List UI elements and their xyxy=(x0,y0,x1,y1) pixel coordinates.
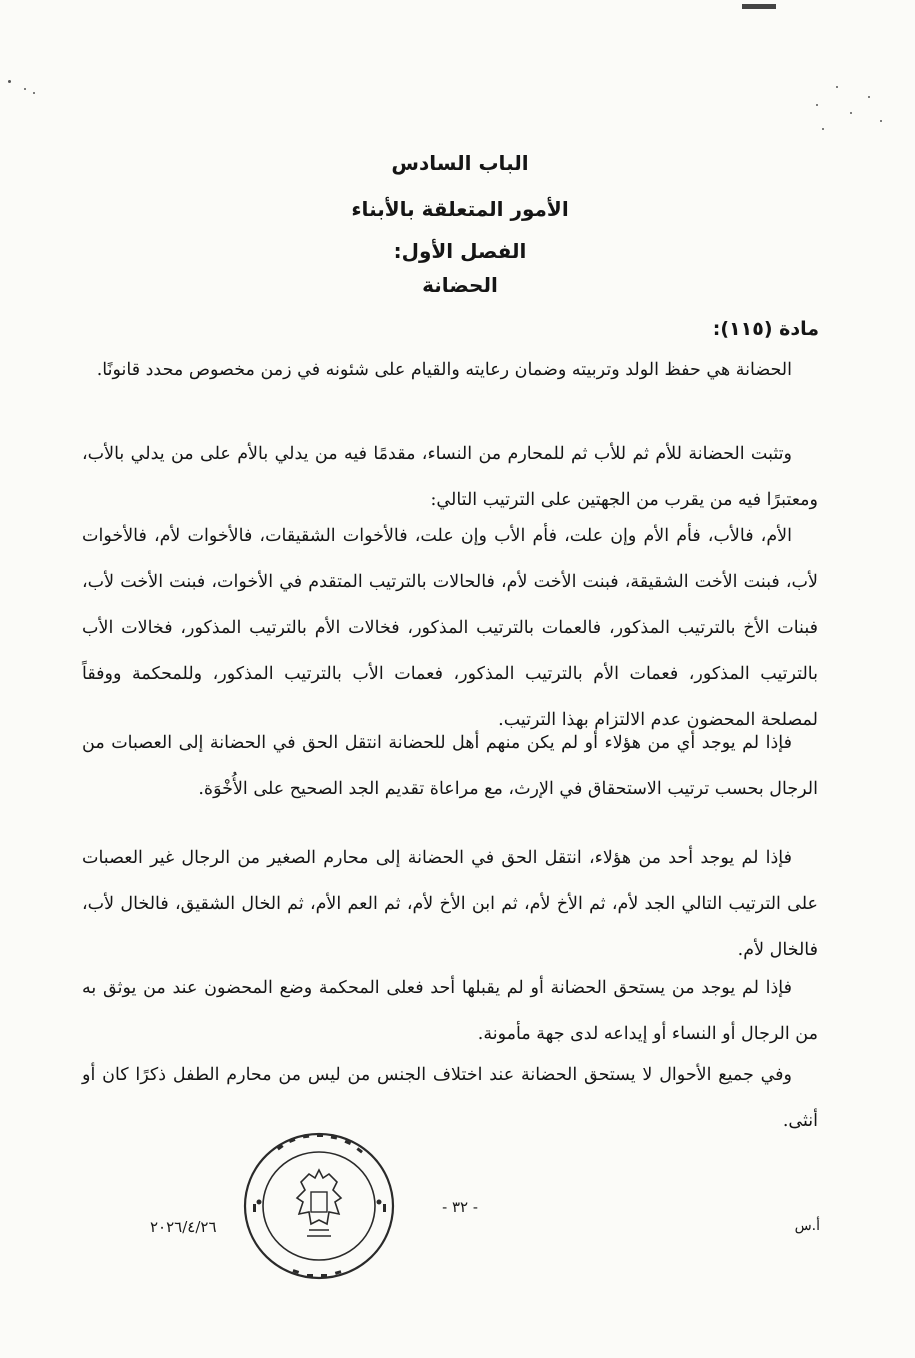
author-initials: أ.س xyxy=(794,1218,820,1234)
article-paragraph: فإذا لم يوجد أحد من هؤلاء، انتقل الحق في الحضانة إلى محارم الصغير من الرجال غير العصبات على الترتيب التالي الجد لأم، ثم الأخ لأم، ثم ابن الأخ لأم، ثم العم الأم، ثم الخال الشقيق، فالخال لأب، فالخال لأم. xyxy=(82,848,818,960)
scan-speck xyxy=(850,112,852,114)
article-paragraph: الأم، فالأب، فأم الأم وإن علت، فأم الأب وإن علت، فالأخوات الشقيقات، فالأخوات لأم، فالأخوات لأب، فبنت الأخت الشقيقة، فبنت الأخت لأم، فالحالات بالترتيب المتقدم في الأخوات، فبنت الأخت لأب، فبنات الأخ بالترتيب المذكور، فالعمات بالترتيب المذكور، فخالات الأم بالترتيب المذكور، فخالات الأب بالترتيب المذكور، فعمات الأم بالترتيب المذكور، فعمات الأب بالترتيب المذكور، وللمحكمة ووفقاً لمصلحة المحضون عدم الالتزام بهذا الترتيب. xyxy=(82,526,818,730)
scan-speck xyxy=(742,4,776,9)
official-seal xyxy=(237,1128,407,1288)
section-heading: الفصل الأول: xyxy=(393,239,527,263)
document-date: ٢٠٢٦/٤/٢٦ xyxy=(150,1218,217,1236)
article-heading: مادة (١١٥): xyxy=(712,318,819,340)
scan-speck xyxy=(822,128,824,130)
article-paragraph: فإذا لم يوجد أي من هؤلاء أو لم يكن منهم أهل للحضانة انتقل الحق في الحضانة إلى العصبات من الرجال بحسب ترتيب الاستحقاق في الإرث، مع مراعاة تقديم الجد الصحيح على الأُخْوَة. xyxy=(82,733,818,799)
scan-speck xyxy=(880,120,882,122)
scan-speck xyxy=(816,104,818,106)
scan-speck xyxy=(8,80,11,83)
article-paragraph: وتثبت الحضانة للأم ثم للأب ثم للمحارم من النساء، مقدمًا فيه من يدلي بالأم على من يدلي بالأب، ومعتبرًا فيه من يقرب من الجهتين على الترتيب التالي: xyxy=(82,444,818,510)
part-heading: الباب السادس xyxy=(391,151,529,175)
scan-speck xyxy=(24,88,26,90)
title-heading: الحضانة xyxy=(422,273,498,297)
scan-speck xyxy=(33,92,35,94)
article-paragraph: فإذا لم يوجد من يستحق الحضانة أو لم يقبلها أحد فعلى المحكمة وضع المحضون عند من يوثق به من الرجال أو النساء أو إيداعه لدى جهة مأمونة. xyxy=(82,978,818,1044)
article-paragraph: وفي جميع الأحوال لا يستحق الحضانة عند اختلاف الجنس من ليس من محارم الطفل ذكرًا كان أو أنثى. xyxy=(82,1065,818,1131)
article-paragraph: الحضانة هي حفظ الولد وتربيته وضمان رعايته والقيام على شئونه في زمن مخصوص محدد قانونًا. xyxy=(96,360,792,380)
scan-speck xyxy=(836,86,838,88)
scan-speck xyxy=(868,96,870,98)
subject-heading: الأمور المتعلقة بالأبناء xyxy=(351,197,569,221)
page-number: - ٣٢ - xyxy=(442,1198,478,1216)
